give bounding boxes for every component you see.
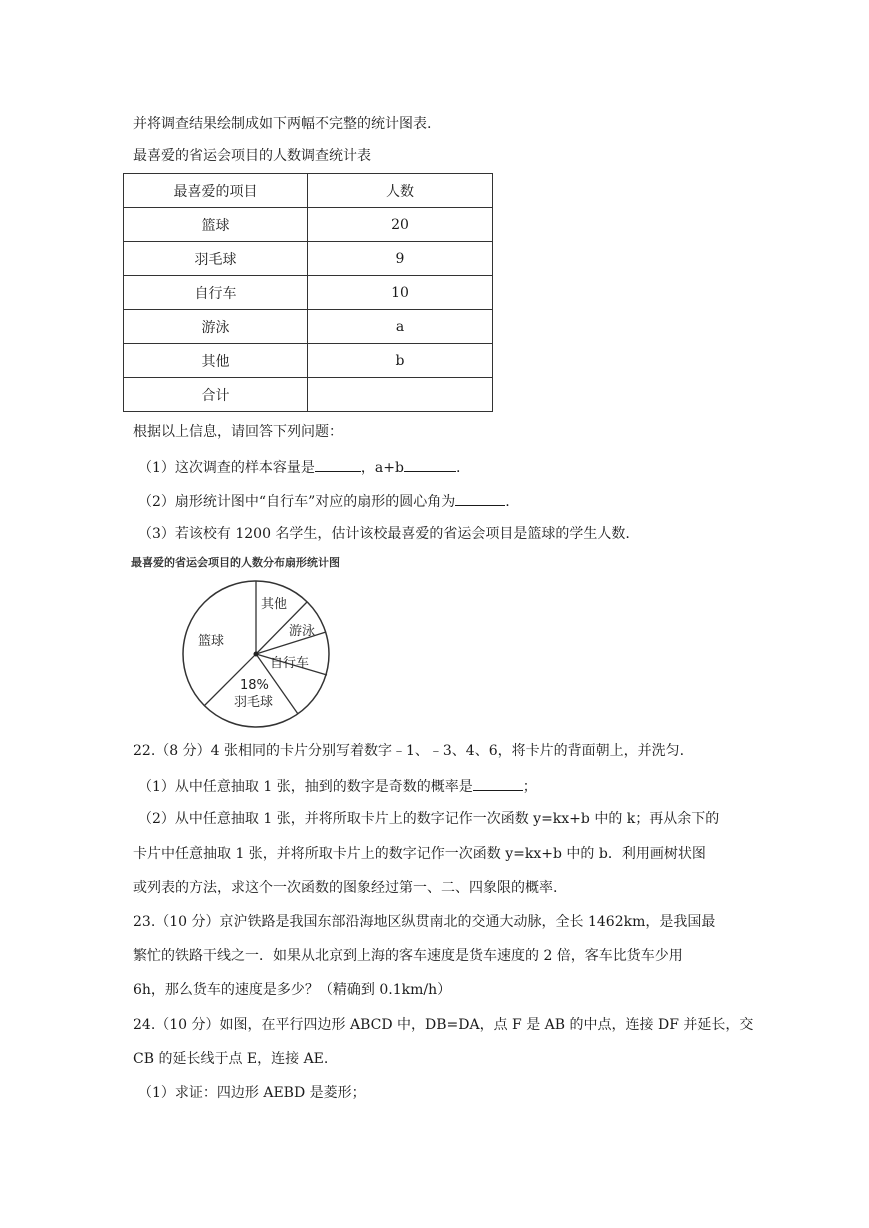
q21-p1-text-b: ，a+b: [360, 460, 404, 476]
q23-line1: 23.（10 分）京沪铁路是我国东部沿海地区纵贯南北的交通大动脉，全长 1462km，是我国最: [133, 914, 716, 930]
slice-label-basketball: 篮球: [198, 634, 225, 649]
answer-blank: [473, 775, 523, 791]
answer-blank: [315, 456, 361, 472]
q21-lead: 根据以上信息，请回答下列问题：: [133, 424, 343, 440]
q21-p1-text-c: .: [455, 460, 461, 476]
q22-part1: [138, 775, 537, 797]
q21-part1: [138, 456, 460, 478]
intro-text: 并将调查结果绘制成如下两幅不完整的统计图表.: [133, 116, 432, 132]
q21-part2: [138, 490, 510, 512]
table-cell: [308, 378, 493, 412]
table-cell: 20: [308, 208, 493, 242]
table-cell: 游泳: [124, 310, 308, 344]
q23-line3: 6h，那么货车的速度是多少？（精确到 0.1km/h）: [133, 982, 452, 998]
table-header-row: [124, 174, 493, 208]
answer-blank: [404, 456, 456, 472]
answer-blank: [455, 490, 505, 506]
slice-label-bike: 自行车: [270, 656, 310, 671]
table-row: [124, 378, 493, 412]
q23-line2: 繁忙的铁路干线之一．如果从北京到上海的客车速度是货车速度的 2 倍，客车比货车少用: [133, 948, 683, 964]
q21-p2-text-b: .: [505, 494, 510, 510]
table-cell: 篮球: [124, 208, 308, 242]
table-cell: 其他: [124, 344, 308, 378]
slice-label-swim: 游泳: [289, 624, 316, 639]
q22-stem: 22.（8 分）4 张相同的卡片分别写着数字﹣1、﹣3、4、6，将卡片的背面朝上，并洗匀.: [133, 743, 685, 759]
pie-chart-title: 最喜爱的省运会项目的人数分布扇形统计图: [131, 556, 340, 569]
table-row: [124, 208, 493, 242]
q22-part2-line1: （2）从中任意抽取 1 张，并将所取卡片上的数字记作一次函数 y=kx+b 中的 k；再从余下的: [138, 811, 720, 827]
table-cell: 10: [308, 276, 493, 310]
table-cell: 合计: [124, 378, 308, 412]
header-cell: 人数: [308, 174, 493, 208]
header-cell: 最喜爱的项目: [124, 174, 308, 208]
slice-label-other: 其他: [261, 597, 288, 612]
table-cell: b: [308, 344, 493, 378]
q24-line2: CB 的延长线于点 E，连接 AE.: [133, 1051, 329, 1067]
table-row: [124, 310, 493, 344]
q22-p1-text-a: （1）从中任意抽取 1 张，抽到的数字是奇数的概率是: [138, 779, 473, 795]
stats-table: [123, 173, 493, 412]
table-row: [124, 242, 493, 276]
table-row: [124, 344, 493, 378]
slice-label-badminton: 羽毛球: [234, 695, 274, 710]
pie-center-dot: [254, 652, 259, 657]
pie-chart: [170, 573, 340, 733]
q24-line1: 24.（10 分）如图，在平行四边形 ABCD 中，DB=DA，点 F 是 AB 的中点，连接 DF 并延长，交: [133, 1017, 754, 1033]
q21-p1-text-a: （1）这次调查的样本容量是: [138, 460, 315, 476]
table-title: 最喜爱的省运会项目的人数调查统计表: [133, 148, 371, 164]
table-cell: a: [308, 310, 493, 344]
q22-p1-text-b: ；: [522, 779, 537, 795]
q22-part2-line2: 卡片中任意抽取 1 张，并将所取卡片上的数字记作一次函数 y=kx+b 中的 b．利用画树状图: [133, 846, 706, 862]
q21-part3: （3）若该校有 1200 名学生，估计该校最喜爱的省运会项目是篮球的学生人数.: [138, 526, 630, 542]
q24-part1: （1）求证：四边形 AEBD 是菱形；: [138, 1085, 366, 1101]
slice-label-badminton-pct: 18%: [240, 678, 269, 693]
table-cell: 9: [308, 242, 493, 276]
q22-part2-line3: 或列表的方法，求这个一次函数的图象经过第一、二、四象限的概率.: [133, 880, 558, 896]
table-row: [124, 276, 493, 310]
q21-p2-text-a: （2）扇形统计图中“自行车”对应的扇形的圆心角为: [138, 494, 456, 510]
table-cell: 羽毛球: [124, 242, 308, 276]
table-cell: 自行车: [124, 276, 308, 310]
